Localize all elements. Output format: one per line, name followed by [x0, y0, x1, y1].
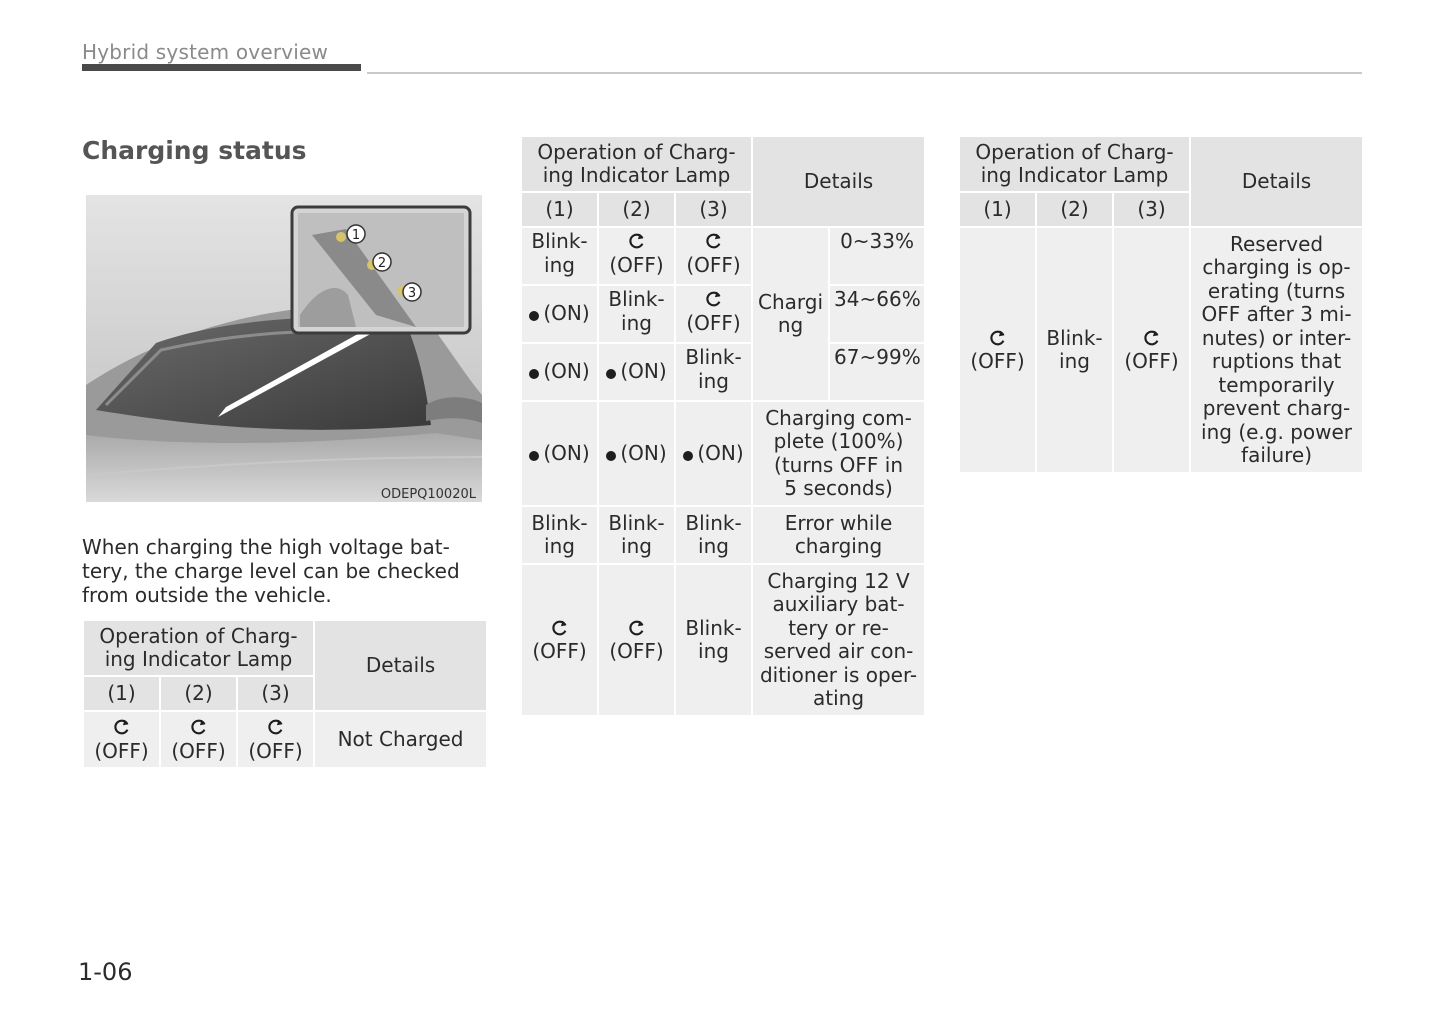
filled-dot-icon	[606, 451, 616, 461]
filled-dot-icon	[529, 311, 539, 321]
lamp-state-on: (ON)	[598, 343, 675, 401]
col-3-header: (3)	[675, 192, 752, 227]
lamp-state-blinking: Blink- ing	[598, 506, 675, 564]
lamp-state-blinking: Blink- ing	[1036, 227, 1113, 473]
lamp-state-on: (ON)	[521, 285, 598, 343]
header-rule-light	[367, 72, 1362, 74]
power-off-icon	[989, 329, 1007, 347]
lamp-state-blinking: Blink- ing	[675, 343, 752, 401]
lamp-state-on: (ON)	[521, 343, 598, 401]
marker-3: 3	[407, 286, 417, 301]
col-1-header: (1)	[83, 676, 160, 711]
power-off-icon	[705, 232, 723, 250]
lamp-state-off: (OFF)	[237, 711, 314, 768]
power-off-icon	[1143, 329, 1161, 347]
intro-line: tery, the charge level can be checked	[82, 559, 460, 583]
page-heading: Charging status	[82, 136, 307, 165]
lamp-state-off: (OFF)	[83, 711, 160, 768]
power-off-icon	[551, 619, 569, 637]
level-67-99: 67~99%	[829, 343, 925, 401]
charging-table-not-charged	[82, 619, 488, 769]
level-0-33: 0~33%	[829, 227, 925, 285]
marker-1: 1	[351, 228, 361, 243]
filled-dot-icon	[529, 451, 539, 461]
lamp-state-on: (ON)	[598, 401, 675, 506]
details-header: Details	[314, 620, 487, 711]
lamp-state-blinking: Blink- ing	[598, 285, 675, 343]
marker-2: 2	[377, 256, 387, 271]
lamp-state-off: (OFF)	[1113, 227, 1190, 473]
filled-dot-icon	[529, 369, 539, 379]
power-off-icon	[628, 619, 646, 637]
lamp-state-blinking: Blink- ing	[521, 506, 598, 564]
col-2-header: (2)	[1036, 192, 1113, 227]
details-complete: Charging com- plete (100%) (turns OFF in 5 seconds)	[752, 401, 925, 506]
lamp-state-off: (OFF)	[598, 227, 675, 285]
vehicle-illustration	[86, 195, 482, 502]
details-error: Error while charging	[752, 506, 925, 564]
lamp-state-off: (OFF)	[959, 227, 1036, 473]
section-title: Hybrid system overview	[82, 40, 329, 64]
header-rule-dark	[82, 64, 361, 71]
lamp-state-blinking: Blink- ing	[675, 506, 752, 564]
intro-paragraph	[82, 535, 486, 607]
col-1-header: (1)	[521, 192, 598, 227]
figure-code: ODEPQ10020L	[380, 487, 476, 502]
filled-dot-icon	[606, 369, 616, 379]
col-3-header: (3)	[1113, 192, 1190, 227]
page-number: 1-06	[78, 958, 133, 986]
details-auxiliary: Charging 12 V auxiliary bat- tery or re- served air con- ditioner is oper- ating	[752, 564, 925, 716]
vehicle-windshield-figure	[86, 195, 482, 502]
filled-dot-icon	[683, 451, 693, 461]
power-off-icon	[267, 718, 285, 736]
charging-table-reserved	[958, 135, 1364, 474]
col-2-header: (2)	[160, 676, 237, 711]
col-2-header: (2)	[598, 192, 675, 227]
intro-line: When charging the high voltage bat-	[82, 535, 450, 559]
lamp-state-off: (OFF)	[675, 227, 752, 285]
power-off-icon	[113, 718, 131, 736]
power-off-icon	[705, 290, 723, 308]
col-3-header: (3)	[237, 676, 314, 711]
charging-label: Chargi ng	[752, 227, 829, 401]
lamp-state-blinking: Blink- ing	[521, 227, 598, 285]
operation-header: Operation of Charg- ing Indicator Lamp	[521, 136, 752, 192]
lamp-state-off: (OFF)	[675, 285, 752, 343]
power-off-icon	[628, 232, 646, 250]
operation-header: Operation of Charg- ing Indicator Lamp	[959, 136, 1190, 192]
details-reserved: Reserved charging is op- erating (turns OFF after 3 mi- nutes) or inter- ruptions that temporarily prevent charg- ing (e.g. power failure)	[1190, 227, 1363, 473]
lamp-state-off: (OFF)	[598, 564, 675, 716]
lamp-state-off: (OFF)	[521, 564, 598, 716]
lamp-state-on: (ON)	[675, 401, 752, 506]
charging-table-levels	[520, 135, 926, 717]
level-34-66: 34~66%	[829, 285, 925, 343]
details-header: Details	[752, 136, 925, 227]
intro-line: from outside the vehicle.	[82, 583, 332, 607]
details-header: Details	[1190, 136, 1363, 227]
operation-header: Operation of Charg- ing Indicator Lamp	[83, 620, 314, 676]
lamp-state-blinking: Blink- ing	[675, 564, 752, 716]
details-not-charged: Not Charged	[314, 711, 487, 768]
col-1-header: (1)	[959, 192, 1036, 227]
lamp-state-on: (ON)	[521, 401, 598, 506]
lamp-state-off: (OFF)	[160, 711, 237, 768]
power-off-icon	[190, 718, 208, 736]
